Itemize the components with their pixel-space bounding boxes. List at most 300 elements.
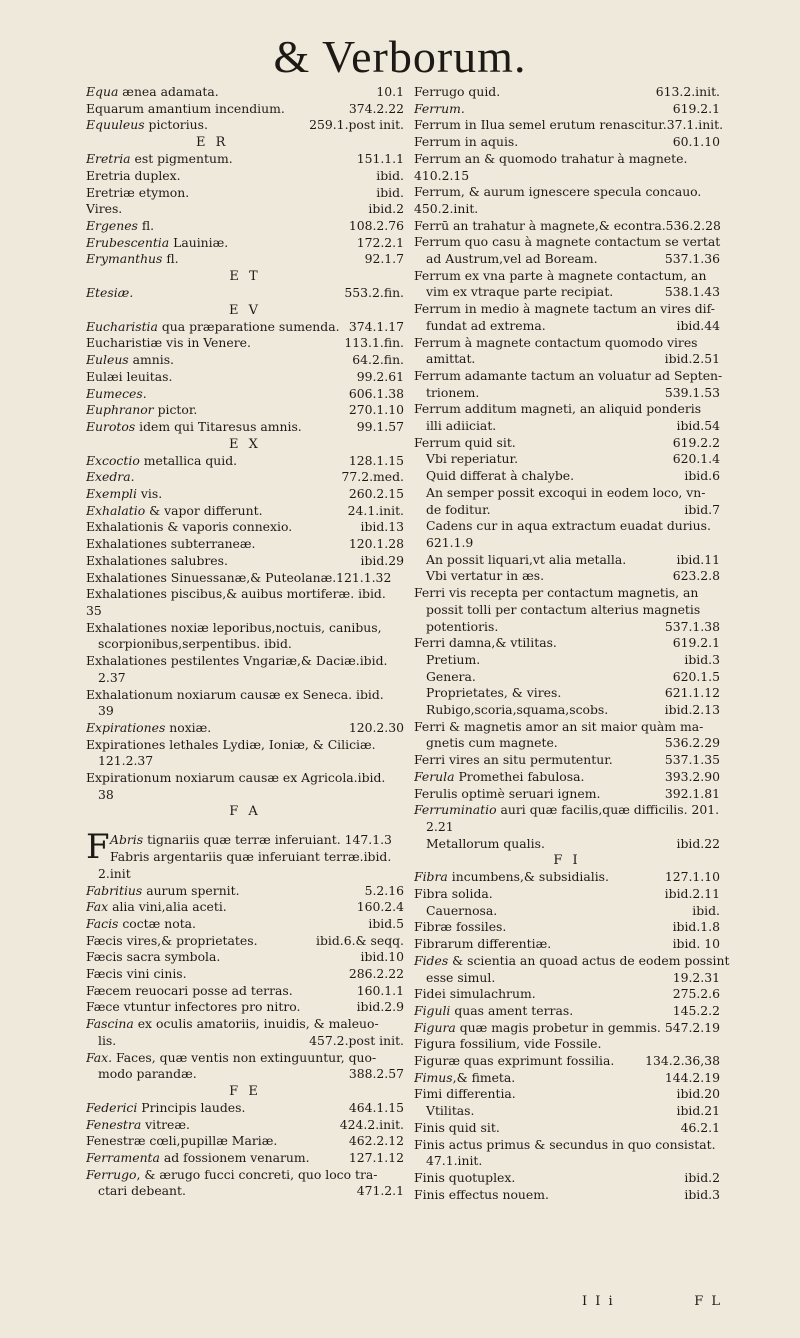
headword: Ferruminatio	[414, 802, 497, 818]
index-entry	[86, 899, 404, 916]
index-entry	[414, 451, 720, 468]
page-reference: 553.2.fin.	[344, 285, 404, 301]
entry-body: Metallorum qualis.	[426, 835, 545, 851]
entry-line	[86, 1167, 404, 1184]
entry-body: Finis quotuplex.	[414, 1170, 516, 1185]
entry-text	[414, 1086, 516, 1103]
entry-text	[86, 1050, 376, 1067]
index-entry	[86, 536, 404, 553]
page-reference: 393.2.90	[664, 768, 720, 784]
index-entry	[414, 1120, 720, 1137]
entry-text	[86, 117, 208, 134]
index-entry	[414, 652, 720, 669]
entry-body: Finis effectus nouem.	[414, 1186, 549, 1202]
entry-text	[414, 435, 516, 452]
entry-text	[414, 1020, 661, 1037]
index-entry	[414, 1170, 720, 1187]
entry-text: & scientia an quoad actus de eodem possint	[448, 952, 730, 968]
entry-line	[86, 653, 404, 670]
entry-text	[414, 251, 598, 268]
spacer	[86, 820, 404, 832]
index-entry	[414, 702, 720, 719]
entry-body: Eretriæ etymon.	[86, 184, 190, 200]
page-reference: 92.1.7	[364, 251, 404, 267]
entry-body: Fibra solida.	[414, 886, 493, 902]
entry-body: Proprietates, & vires.	[426, 685, 562, 701]
entry-text: tignariis quæ terræ inferuiant. 147.1.3	[143, 832, 392, 848]
entry-body: Fæcis vini cinis.	[86, 966, 187, 982]
index-entry	[414, 284, 720, 301]
entry-text	[86, 1117, 190, 1134]
entry-text	[86, 419, 302, 436]
page-reference: 151.1.1	[356, 151, 404, 167]
index-entry	[414, 903, 720, 920]
index-entry	[86, 335, 404, 352]
entry-text	[86, 1133, 277, 1150]
page-reference: 392.1.81	[664, 785, 720, 801]
entry-body: ,& fimeta.	[452, 1069, 516, 1085]
page-reference	[400, 1016, 404, 1033]
entry-body: Fibræ fossiles.	[414, 919, 507, 935]
page-reference: 619.2.1	[672, 100, 720, 116]
entry-text	[414, 652, 480, 669]
headword: Fascina	[86, 1016, 134, 1032]
page-header: & Verborum.	[273, 31, 527, 82]
index-entry	[414, 669, 720, 686]
entry-body: pictor.	[153, 402, 198, 418]
index-entry	[86, 453, 404, 470]
headword: Eretria	[86, 151, 131, 167]
entry-line	[414, 401, 720, 418]
page-reference: 144.2.19	[664, 1069, 720, 1085]
entry-text	[414, 869, 609, 886]
entry-text: Figura fossilium, vide Fossile.	[414, 1036, 602, 1052]
index-entry	[86, 251, 404, 268]
entry-text	[86, 999, 300, 1016]
entry-text	[86, 352, 174, 369]
entry-text	[414, 936, 551, 953]
section-heading: F A	[229, 804, 261, 820]
entry-line	[86, 737, 404, 754]
entry-text	[86, 369, 172, 386]
entry-body: Exhalationes subterraneæ.	[86, 536, 256, 552]
entry-body: coctæ nota.	[118, 915, 196, 931]
entry-body: Genera.	[426, 668, 476, 684]
entry-text: possit tolli per contactum alterius magnetis	[426, 601, 701, 617]
entry-text: 38	[98, 786, 114, 802]
page-reference: 536.2.29	[664, 735, 720, 751]
entry-text	[414, 284, 613, 301]
entry-text	[110, 832, 404, 865]
entry-text	[414, 1070, 515, 1087]
headword: Etesiæ.	[86, 285, 134, 301]
entry-body: lis.	[98, 1032, 117, 1048]
index-entry	[86, 469, 404, 486]
index-entry	[414, 1020, 720, 1037]
index-entry	[86, 235, 404, 252]
entry-text: 35	[86, 602, 102, 618]
entry-body: ex oculis amatoriis, inuidis, & maleuo-	[133, 1016, 379, 1032]
entry-text	[414, 669, 476, 686]
entry-line	[86, 670, 404, 687]
page-reference: 464.1.15	[348, 1099, 404, 1115]
index-entry	[414, 919, 720, 936]
entry-text	[414, 101, 465, 118]
page-reference: 537.1.35	[664, 752, 720, 768]
signature-mark: I I i	[582, 1294, 615, 1309]
entry-text	[414, 735, 558, 752]
page-reference: ibid.2.11	[664, 886, 720, 902]
index-entry	[414, 568, 720, 585]
entry-body: & vapor differunt.	[145, 502, 263, 518]
entry-text	[414, 552, 626, 569]
entry-body: Vbi reperiatur.	[426, 451, 519, 467]
index-entry	[414, 986, 720, 1003]
headword: Federici	[86, 1099, 138, 1115]
entry-body: de foditur.	[426, 501, 491, 517]
entry-body: Eulæi leuitas.	[86, 368, 173, 384]
entry-line	[414, 585, 720, 602]
headword: Excoctio	[86, 452, 140, 468]
entry-text	[414, 970, 495, 987]
entry-line	[414, 335, 720, 352]
index-entry	[414, 869, 720, 886]
right-column	[414, 84, 730, 1203]
page-reference: 108.2.76	[348, 217, 404, 233]
entry-text	[86, 1066, 197, 1083]
catchword: F L	[694, 1294, 722, 1309]
page-reference: 145.2.2	[672, 1002, 720, 1018]
index-entry	[86, 386, 404, 403]
index-entry	[86, 486, 404, 503]
entry-body: fl.	[162, 251, 179, 267]
page-reference: 99.2.61	[356, 368, 404, 384]
section-heading: F E	[229, 1083, 261, 1099]
entry-text: Ferrum in Ilua semel erutum renascitur.37.1.init.	[414, 117, 724, 133]
entry-text	[86, 1033, 116, 1050]
page-reference: ibid.2	[684, 1170, 720, 1185]
page-reference: 620.1.5	[672, 668, 720, 684]
page-reference: 539.1.53	[664, 384, 720, 400]
page-reference: 160.1.1	[356, 982, 404, 998]
entry-body: ad Austrum,vel ad Boream.	[426, 251, 598, 267]
headword: Ferramenta	[86, 1150, 160, 1166]
index-entry	[414, 435, 720, 452]
index-entry	[414, 468, 720, 485]
page-reference: ibid.22	[676, 835, 720, 851]
index-entry	[86, 402, 404, 419]
index-entry	[414, 318, 720, 335]
entry-line	[414, 234, 720, 251]
left-column	[86, 84, 404, 1200]
entry-text	[86, 235, 228, 252]
entry-line	[86, 866, 404, 883]
entry-body: trionem.	[426, 384, 480, 400]
entry-text: Ferrum à magnete contactum quomodo vires	[414, 334, 698, 350]
entry-text	[414, 84, 500, 101]
headword: Fides	[414, 952, 449, 968]
page-reference: ibid.11	[676, 551, 720, 567]
index-entry	[414, 1003, 720, 1020]
index-entry	[414, 418, 720, 435]
entry-line	[86, 787, 404, 804]
entry-body: Rubigo,scoria,squama,scobs.	[426, 702, 609, 718]
entry-line	[414, 802, 720, 819]
entry-text: 621.1.9	[426, 534, 474, 550]
index-entry	[86, 1133, 404, 1150]
index-entry	[414, 552, 720, 569]
entry-body: Eretria duplex.	[86, 167, 181, 183]
entry-text	[414, 903, 497, 920]
entry-text	[86, 453, 237, 470]
index-entry	[86, 999, 404, 1016]
index-entry	[86, 1117, 404, 1134]
entry-body: amittat.	[426, 351, 476, 367]
entry-body: potentioris.	[426, 618, 499, 634]
entry-body: Vbi vertatur in æs.	[426, 568, 545, 584]
entry-body: Eucharistiæ vis in Venere.	[86, 335, 251, 351]
page-reference: ibid.10	[360, 949, 404, 965]
page-reference: 620.1.4	[672, 451, 720, 467]
entry-text	[414, 752, 613, 769]
headword: Equa	[86, 84, 119, 99]
entry-text	[86, 386, 147, 403]
page-reference: 5.2.16	[364, 882, 404, 898]
headword: Fax.	[86, 1049, 113, 1065]
entry-body: ctari debeant.	[98, 1183, 186, 1199]
page-reference: 24.1.init.	[347, 502, 404, 518]
headword: Eurotos	[86, 418, 136, 434]
entry-body: esse simul.	[426, 969, 496, 985]
index-entry	[86, 966, 404, 983]
entry-line	[414, 518, 720, 535]
headword: Erubescentia	[86, 234, 170, 250]
entry-text: Exhalationum noxiarum causæ ex Seneca. ibid.	[86, 686, 384, 702]
index-entry	[414, 1053, 720, 1070]
index-entry	[86, 1150, 404, 1167]
entry-text: 410.2.15	[414, 167, 470, 183]
entry-text: 2.init	[98, 865, 131, 881]
page-reference: ibid.	[376, 167, 404, 183]
entry-body: fl.	[137, 217, 155, 233]
index-entry	[414, 836, 720, 853]
page-reference: 128.1.15	[348, 452, 404, 468]
index-entry	[414, 1070, 720, 1087]
index-entry	[86, 201, 404, 218]
index-entry	[86, 285, 404, 302]
entry-body: incumbens,& subsidialis.	[447, 869, 609, 885]
page-reference: ibid.20	[676, 1086, 720, 1102]
entry-text: Ferrū an trahatur à magnete,& econtra.536.2.28	[414, 217, 721, 233]
entry-line	[414, 184, 720, 201]
entry-body: An possit liquari,vt alia metalla.	[426, 551, 627, 567]
entry-text	[86, 486, 162, 503]
entry-body: vis.	[136, 486, 163, 502]
index-entry	[86, 151, 404, 168]
entry-text	[414, 502, 491, 519]
entry-text	[86, 553, 228, 570]
entry-text: Ferrum an & quomodo trahatur à magnete.	[414, 150, 688, 166]
page-reference	[400, 1050, 404, 1067]
headword: Abris	[110, 832, 144, 848]
entry-text	[414, 351, 475, 368]
entry-text	[414, 635, 557, 652]
entry-text	[414, 385, 479, 402]
section-heading: E R	[196, 135, 229, 151]
entry-body: alia vini,alia aceti.	[108, 899, 227, 915]
index-entry	[414, 1187, 720, 1204]
entry-body: Fidei simulachrum.	[414, 986, 536, 1002]
index-entry	[86, 949, 404, 966]
page-reference: 457.2.post init.	[309, 1032, 404, 1048]
page-reference: 259.1.post init.	[309, 117, 404, 133]
entry-text	[86, 966, 187, 983]
page-reference: 388.2.57	[348, 1066, 404, 1082]
page-reference: 77.2.med.	[341, 469, 404, 485]
entry-text	[86, 84, 219, 101]
entry-text: An semper possit excoqui in eodem loco, vn-	[426, 484, 706, 500]
page-reference: 127.1.10	[664, 869, 720, 885]
entry-body: Ferrum quid sit.	[414, 434, 516, 450]
entry-line	[414, 168, 720, 185]
index-entry	[414, 351, 720, 368]
entry-body: aurum spernit.	[142, 882, 240, 898]
entry-text: Ferrum quo casu à magnete contactum se vertat	[414, 234, 721, 250]
entry-line	[414, 602, 720, 619]
page-reference: 462.2.12	[348, 1133, 404, 1149]
index-entry	[86, 883, 404, 900]
entry-body: metallica quid.	[139, 452, 238, 468]
entry-body: vim ex vtraque parte recipiat.	[426, 284, 614, 300]
entry-line	[414, 117, 724, 134]
page-reference: 160.2.4	[356, 899, 404, 915]
entry-line	[414, 218, 720, 235]
entry-line	[86, 703, 404, 720]
index-entry	[86, 519, 404, 536]
page-reference: ibid.44	[676, 317, 720, 333]
index-entry	[414, 752, 720, 769]
entry-text	[86, 168, 181, 185]
page-reference: 606.1.38	[348, 385, 404, 401]
entry-text	[86, 469, 135, 486]
entry-body: Cauernosa.	[426, 902, 498, 918]
entry-text: 47.1.init.	[426, 1153, 483, 1169]
section-heading: E V	[228, 302, 261, 318]
index-entry	[86, 503, 404, 520]
entry-text	[86, 519, 292, 536]
entry-text	[414, 786, 600, 803]
page-reference: 613.2.init.	[655, 84, 720, 99]
headword: Ferrugo	[86, 1166, 137, 1182]
entry-body: est pigmentum.	[130, 151, 233, 167]
index-entry	[86, 1016, 404, 1033]
entry-text: 2.21	[426, 818, 454, 834]
index-entry	[86, 218, 404, 235]
index-entry	[86, 720, 404, 737]
entry-body: ad fossionem venarum.	[159, 1150, 310, 1166]
index-entry	[86, 553, 404, 570]
entry-text: Cadens cur in aqua extractum euadat durius.	[426, 518, 711, 534]
entry-body: Fibrarum differentiæ.	[414, 936, 552, 952]
entry-text: Ferrum ex vna parte à magnete contactum, an	[414, 267, 707, 283]
drop-cap: F	[86, 827, 110, 868]
entry-body: amnis.	[128, 352, 174, 368]
headword: Exempli	[86, 486, 137, 502]
page-reference: ibid.6.& seqq.	[315, 932, 404, 948]
page-reference: 623.2.8	[672, 568, 720, 584]
entry-text	[86, 402, 197, 419]
entry-text	[414, 134, 518, 151]
entry-body: Vires.	[86, 201, 123, 217]
entry-body: Fæcis sacra symbola.	[86, 949, 221, 965]
page-reference: ibid.1.8	[672, 919, 720, 935]
headword: Erymanthus	[86, 251, 163, 267]
entry-text	[414, 919, 506, 936]
entry-text	[414, 568, 544, 585]
headword: Exhalatio	[86, 502, 146, 518]
page-reference: ibid.13	[360, 519, 404, 535]
entry-line	[110, 832, 404, 849]
entry-body: fundat ad extrema.	[426, 317, 546, 333]
page-reference: 172.2.1	[356, 234, 404, 250]
entry-text	[86, 983, 293, 1000]
index-entry	[414, 1103, 720, 1120]
index-entry	[86, 419, 404, 436]
entry-body: Equarum amantium incendium.	[86, 100, 285, 116]
index-entry	[86, 933, 404, 950]
entry-text	[86, 335, 251, 352]
entry-body: gnetis cum magnete.	[426, 735, 558, 751]
entry-body: Ferulis optimè seruari ignem.	[414, 785, 601, 801]
entry-text	[414, 468, 574, 485]
page-reference: 10.1	[376, 84, 404, 99]
entry-body: Faces, quæ ventis non extinguuntur, quo-	[112, 1049, 377, 1065]
entry-text	[86, 536, 255, 553]
page-reference: 547.2.19	[664, 1019, 720, 1035]
page-reference: 275.2.6	[672, 986, 720, 1002]
page-reference: 537.1.38	[664, 618, 720, 634]
index-entry	[86, 1066, 404, 1083]
entry-body: Fæcis vires,& proprietates.	[86, 932, 258, 948]
page-reference: 374.1.17	[348, 318, 404, 334]
entry-line	[414, 1153, 720, 1170]
page-reference: 538.1.43	[664, 284, 720, 300]
page-reference: 260.2.15	[348, 486, 404, 502]
index-entry	[86, 168, 404, 185]
entry-text	[86, 101, 285, 118]
entry-body: Quid differat à chalybe.	[426, 468, 575, 484]
entry-line	[414, 301, 720, 318]
index-entry	[414, 886, 720, 903]
entry-text	[86, 285, 133, 302]
section-heading: E T	[229, 269, 261, 285]
page-reference: ibid.2.9	[356, 999, 404, 1015]
entry-line	[414, 1137, 720, 1154]
index-entry	[414, 84, 720, 101]
section-heading: E X	[229, 436, 261, 452]
page-reference: ibid.29	[360, 552, 404, 568]
entry-line	[414, 485, 720, 502]
entry-text: Exhalationes piscibus,& auibus mortiferæ. ibid.	[86, 586, 386, 602]
entry-body: Figuræ quas exprimunt fossilia.	[414, 1053, 615, 1069]
entry-body: Exhalationes salubres.	[86, 552, 228, 568]
section-heading: F I	[553, 853, 581, 869]
index-entry	[414, 769, 720, 786]
page-reference: 60.1.10	[672, 134, 720, 150]
entry-body: Ferri damna,& vtilitas.	[414, 635, 557, 651]
entry-body: idem qui Titaresus amnis.	[135, 418, 302, 434]
entry-text	[86, 916, 196, 933]
